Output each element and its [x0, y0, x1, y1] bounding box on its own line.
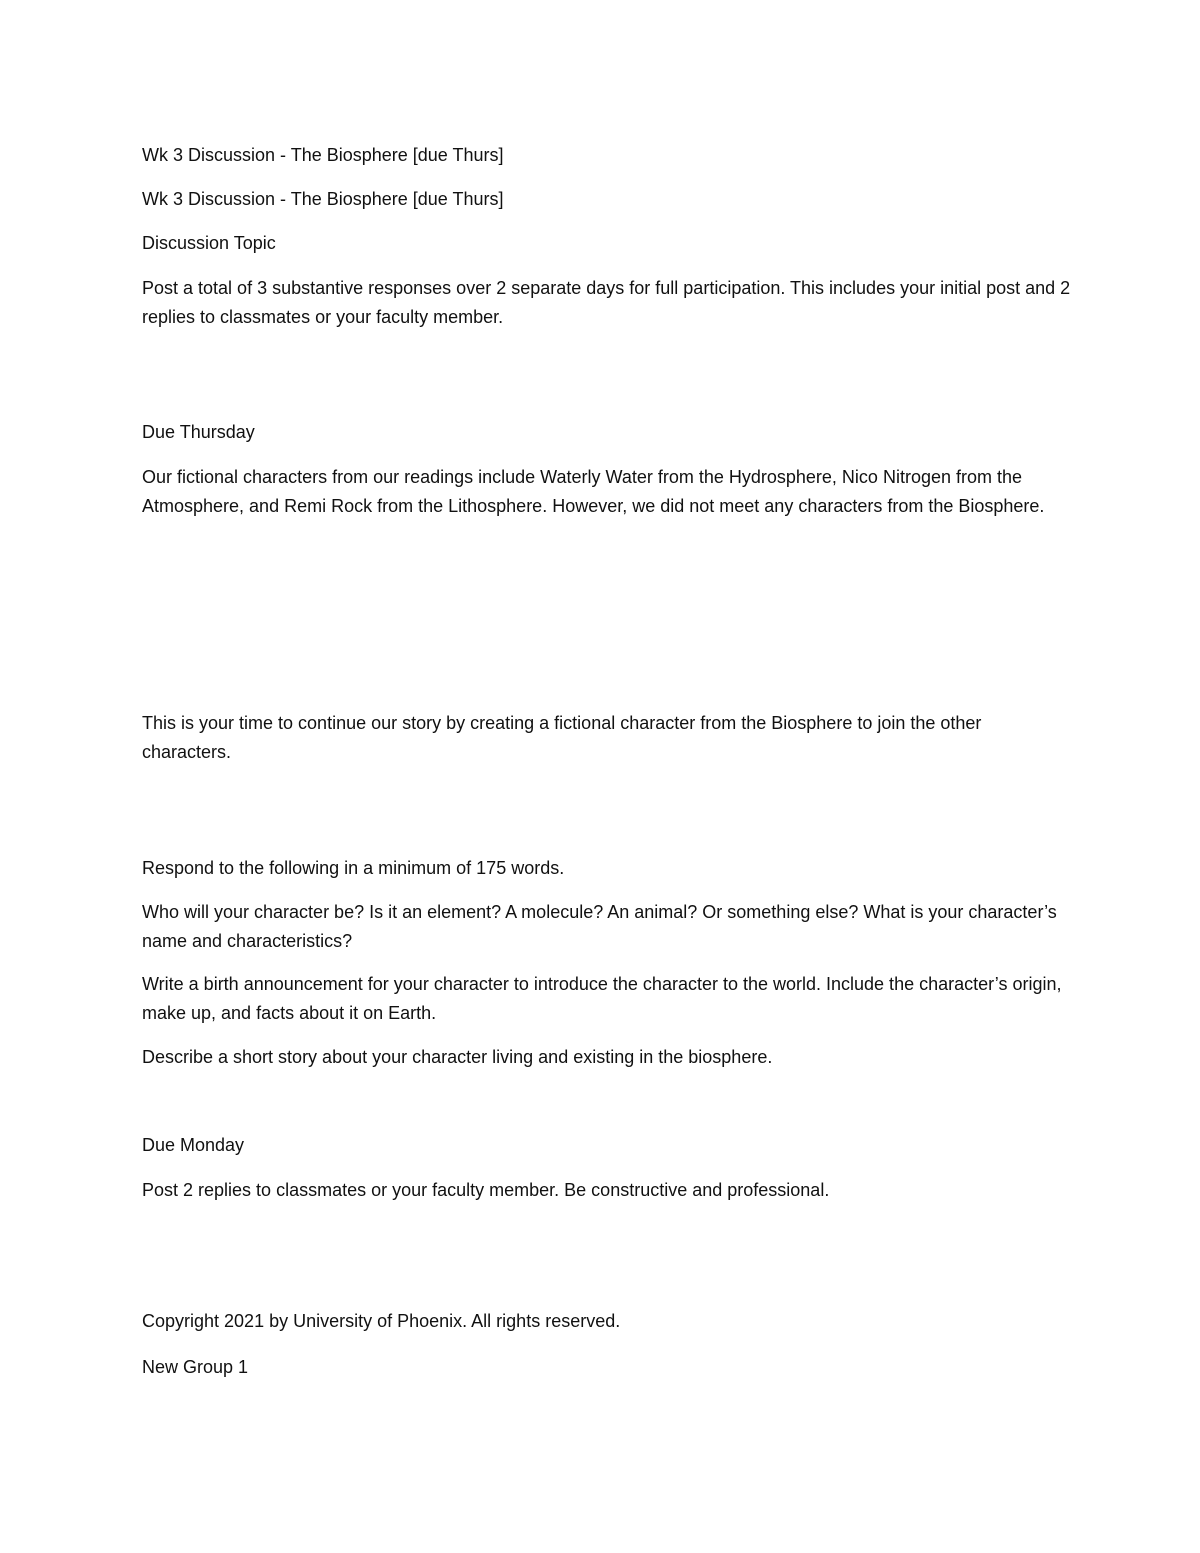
question-short-story: Describe a short story about your character living and existing in the biosphere.	[142, 1047, 773, 1067]
question-character-identity: Who will your character be? Is it an element? A molecule? An animal? Or something else? What is your character’s name and characteristics?	[142, 902, 1062, 951]
participation-paragraph: Post a total of 3 substantive responses over 2 separate days for full participation. This includes your initial post and 2 replies to classmates or your faculty member.	[142, 278, 1076, 327]
group-label: New Group 1	[142, 1357, 249, 1377]
due-thursday-heading: Due Thursday	[142, 422, 255, 442]
replies-instruction: Post 2 replies to classmates or your faculty member. Be constructive and professional.	[142, 1180, 830, 1200]
question-birth-announcement: Write a birth announcement for your character to introduce the character to the world. Include the character’s origin, make up, and facts about it on Earth.	[142, 974, 1067, 1023]
document-title: Wk 3 Discussion - The Biosphere [due Thurs]	[142, 145, 504, 165]
copyright-notice: Copyright 2021 by University of Phoenix. All rights reserved.	[142, 1311, 621, 1331]
respond-instruction: Respond to the following in a minimum of 175 words.	[142, 858, 565, 878]
document-title-repeat: Wk 3 Discussion - The Biosphere [due Thurs]	[142, 189, 504, 209]
characters-intro-paragraph: Our fictional characters from our readings include Waterly Water from the Hydrosphere, Nico Nitrogen from the Atmosphere, and Remi Rock from the Lithosphere. However, we did not meet any characters from the Biosphere.	[142, 467, 1045, 516]
task-intro-paragraph: This is your time to continue our story by creating a fictional character from the Biosphere to join the other characters.	[142, 713, 987, 762]
discussion-topic-heading: Discussion Topic	[142, 233, 276, 253]
due-monday-heading: Due Monday	[142, 1135, 245, 1155]
